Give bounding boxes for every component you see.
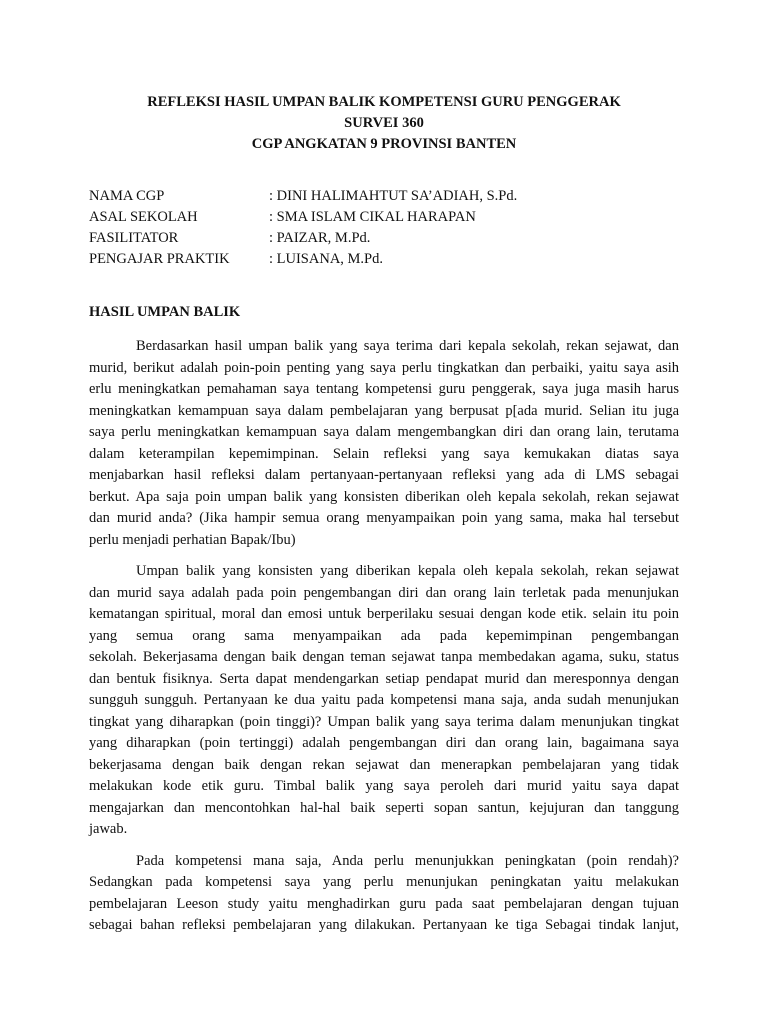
text-line: Sedangkan pada kompetensi saya yang perlu menunjukan peningkatan yaitu melakukan [89,874,679,890]
text-line: mengajarkan dan mencontohkan hal-hal baik seperti sopan santun, kejujuran dan tanggung [89,799,679,816]
text-line: Umpan balik yang konsisten yang diberikan kepala oleh kepala sekolah, rekan sejawat [136,563,679,579]
title-line: CGP ANGKATAN 9 PROVINSI BANTEN [251,136,517,152]
text-line: bekerjasama dengan baik dengan rekan sejawat dan menerapkan pembelajaran yang tidak [89,756,679,773]
text-line: sungguh sungguh. Pertanyaan ke dua yaitu pada kompetensi mana saja, anda sudah menunjukan [89,692,679,708]
text-line: erlu meningkatkan pemahaman saya tentang kompetensi guru penggerak, saya juga masih harus [89,381,679,397]
info-row-fasilitator [89,228,517,249]
text-line: jawab. [89,821,128,837]
text-line: dan bentuk fisiknya. Serta dapat mendengarkan setiap pendapat murid dan meresponnya dengan [89,670,679,687]
text-line: dalam keterampilan kepemimpinan. Selain refleksi yang saya kemukakan diatas saya [89,445,679,462]
document-body [89,336,679,947]
section-heading: HASIL UMPAN BALIK [89,304,241,320]
info-row-asal-sekolah [89,207,517,228]
text-line: dan murid saya adalah pada poin pengembangan diri dan orang lain terletak pada menunjukan [89,584,679,601]
text-line: dan murid anda? (Jika hampir semua orang menyampaikan poin yang sama, maka hal tersebut [89,510,679,526]
info-block [89,186,517,270]
body-paragraph [89,851,679,937]
info-key: NAMA CGP [89,188,165,204]
title-line: REFLEKSI HASIL UMPAN BALIK KOMPETENSI GURU PENGGERAK [147,94,621,110]
text-line: meningkatkan kemampuan saya dalam pembelajaran yang berpusat p[ada murid. Selian itu juga [89,402,679,419]
text-line: pembelajaran Leeson study yaitu menghadirkan guru pada saat pembelajaran dengan tujuan [89,895,679,912]
text-line: perlu menjadi perhatian Bapak/Ibu) [89,531,296,548]
text-line: yang diharapkan (poin tertinggi) adalah pengembangan diri dan orang lain, bagaimana saya [89,735,679,751]
text-line: kematangan spiritual, moral dan emosi untuk berperilaku sesuai dengan kode etik. selain itu poin [89,606,679,622]
text-line: Pada kompetensi mana saja, Anda perlu menunjukkan peningkatan (poin rendah)? [136,852,679,869]
body-paragraph [89,336,679,551]
text-line: saya perlu meningkatkan kemampuan saya dalam mengembangkan diri dan orang lain, terutama [89,424,679,440]
info-key: ASAL SEKOLAH [89,209,198,225]
text-line: sebagai bahan refleksi pembelajaran yang dilakukan. Pertanyaan ke tiga Sebagai tindak lanjut, [89,917,679,933]
info-value: : DINI HALIMAHTUT SA’ADIAH, S.Pd. [269,188,518,204]
info-key: PENGAJAR PRAKTIK [89,251,230,267]
text-line: berkut. Apa saja poin umpan balik yang konsisten diberikan oleh kepala sekolah, rekan sejawat [89,488,679,505]
text-line: yang semua orang sama menyampaikan ada pada kepemimpinan pengembangan [89,627,679,644]
text-line: melakukan kode etik guru. Timbal balik yang saya peroleh dari murid yaitu saya dapat [89,778,679,794]
text-line: tingkat yang diharapkan (poin tinggi)? Umpan balik yang saya terima dalam menunjukan tingkat [89,713,679,730]
text-line: sekolah. Bekerjasama dengan baik dengan teman sejawat tanpa membedakan agama, suku, status [89,649,679,665]
info-row-nama-cgp [89,186,517,207]
info-value: : LUISANA, M.Pd. [269,251,383,267]
text-line: Berdasarkan hasil umpan balik yang saya terima dari kepala sekolah, rekan sejawat, dan [136,338,679,354]
title-line: SURVEI 360 [344,115,424,131]
info-value: : SMA ISLAM CIKAL HARAPAN [269,209,476,225]
text-line: murid, berikut adalah poin-poin penting yang saya perlu tingkatkan dan perbaiki, yaitu saya asih [89,359,679,376]
info-key: FASILITATOR [89,230,179,246]
info-row-pengajar-praktik [89,249,517,270]
text-line: menjabarkan hasil refleksi dalam pertanyaan-pertanyaan refleksi yang ada di LMS sebagai [89,467,679,483]
document-title [0,92,768,155]
body-paragraph [89,561,679,841]
info-value: : PAIZAR, M.Pd. [269,230,371,246]
